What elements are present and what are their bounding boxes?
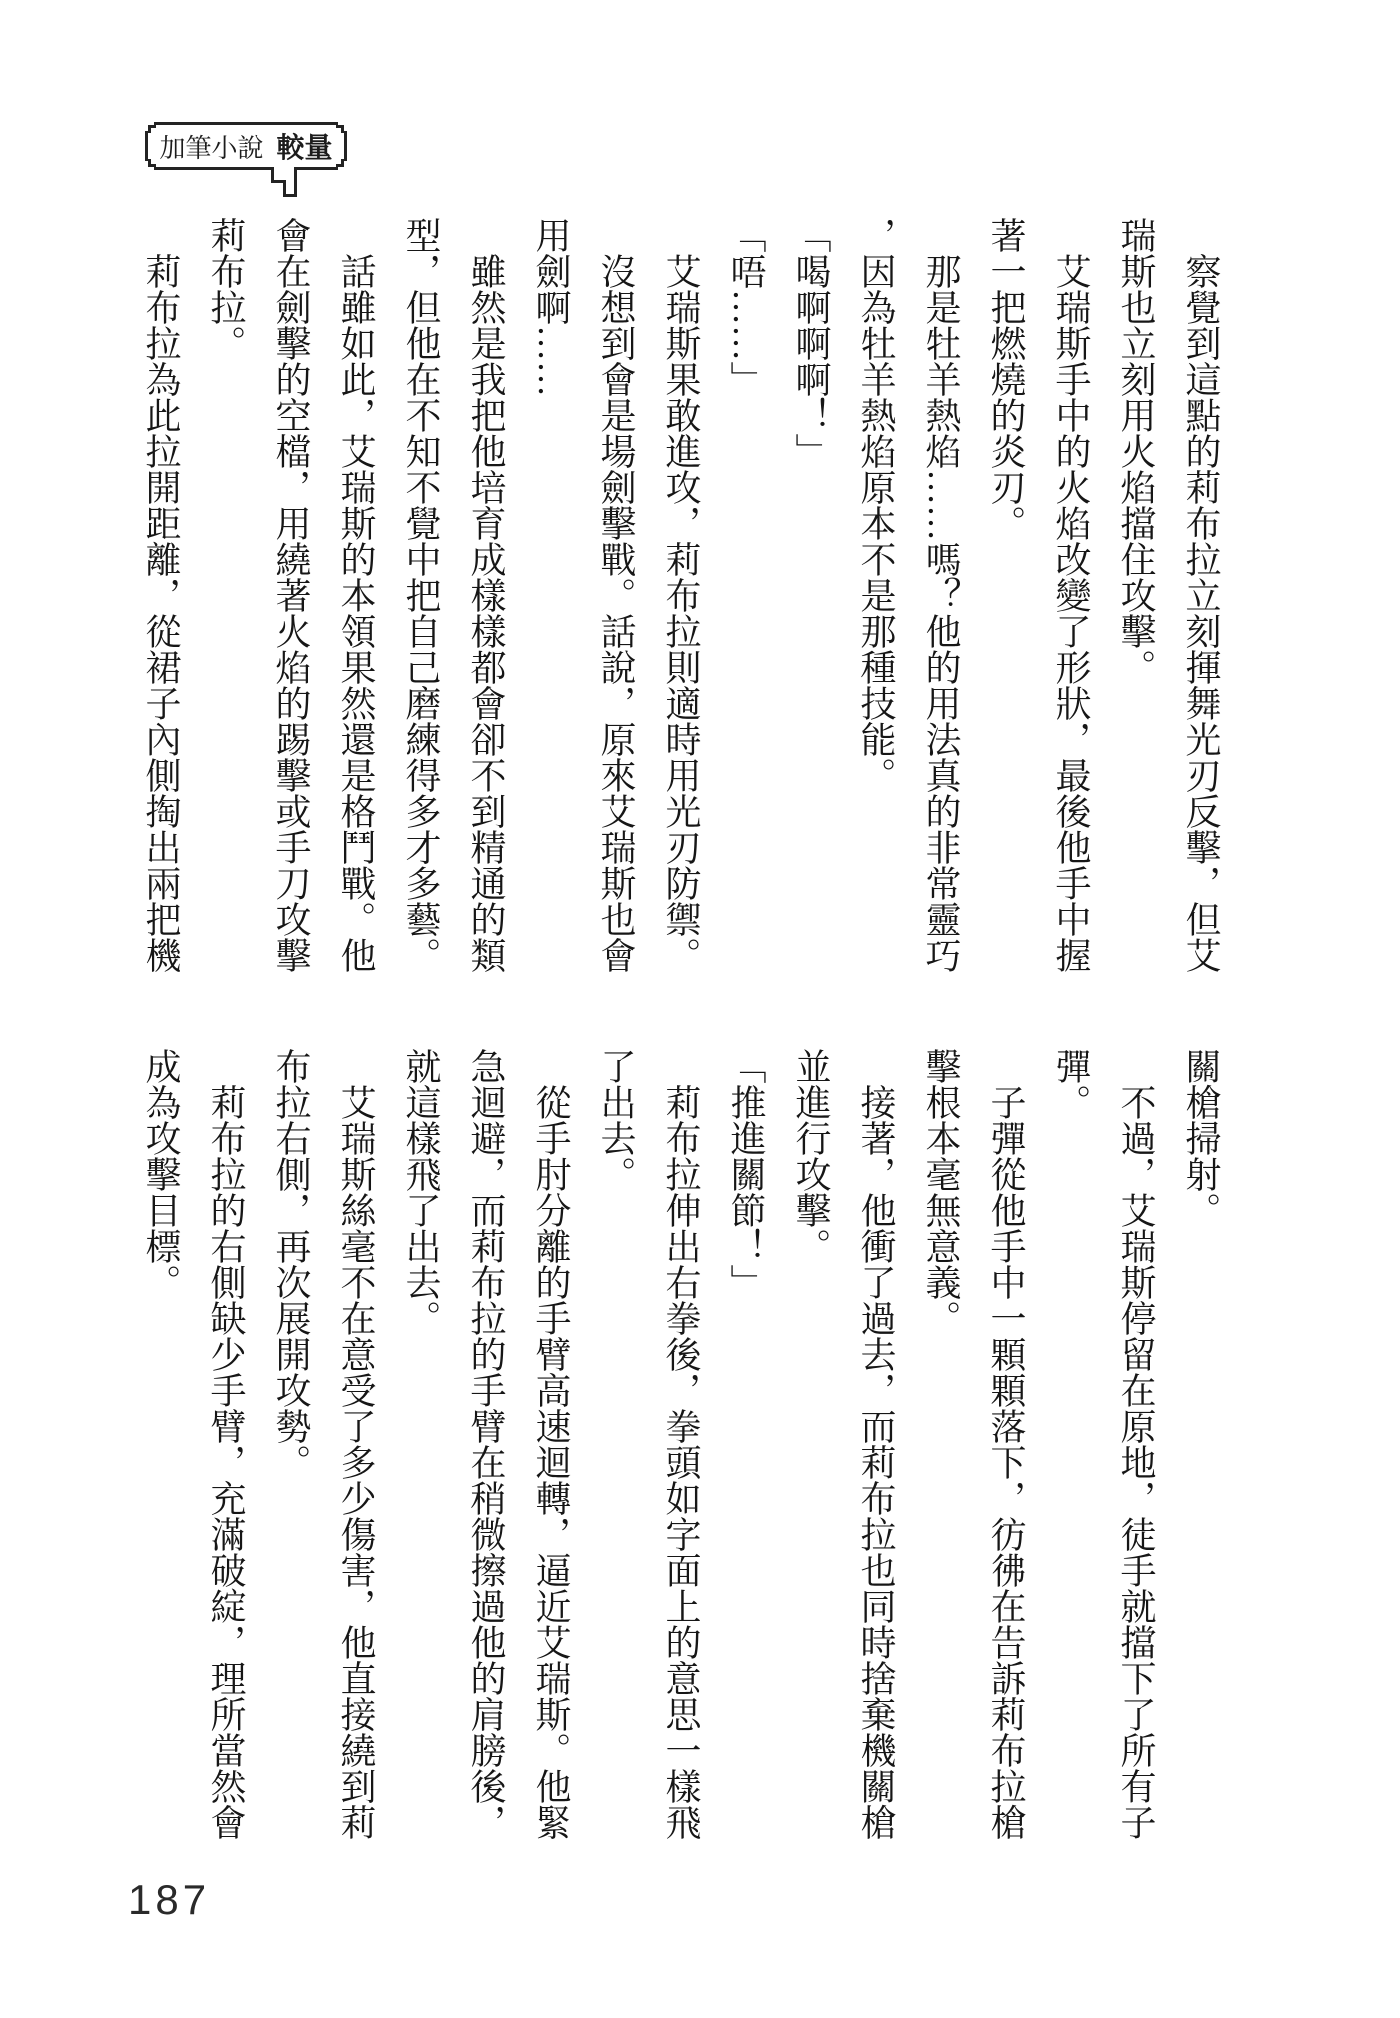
text-line: 型，但他在不知不覺中把自己磨練得多才多藝。 [401, 217, 441, 973]
text-line: 子彈從他手中一顆顆落下，彷彿在告訴莉布拉槍 [986, 1084, 1026, 1840]
text-line: 會在劍擊的空檔，用繞著火焰的踢擊或手刀攻擊 [271, 217, 311, 973]
text-line: 擊根本毫無意義。 [921, 1048, 961, 1336]
text-line: 沒想到會是場劍擊戰。話說，原來艾瑞斯也會 [596, 253, 636, 973]
text-line: 莉布拉的右側缺少手臂，充滿破綻，理所當然會 [206, 1084, 246, 1840]
text-line: 艾瑞斯果敢進攻，莉布拉則適時用光刃防禦。 [661, 253, 701, 973]
text-line: 成為攻擊目標。 [141, 1048, 181, 1300]
text-line: 雖然是我把他培育成樣樣都會卻不到精通的類 [466, 253, 506, 973]
text-line: 「推進關節！」 [726, 1048, 766, 1300]
text-line: 話雖如此，艾瑞斯的本領果然還是格鬥戰。他 [336, 253, 376, 973]
text-line: 察覺到這點的莉布拉立刻揮舞光刃反擊，但艾 [1181, 253, 1221, 973]
text-line: 急迴避，而莉布拉的手臂在稍微擦過他的肩膀後， [466, 1048, 506, 1840]
chapter-badge [145, 122, 347, 170]
series-label: 加筆小說 [159, 132, 264, 163]
page-number: 187 [128, 1876, 211, 1923]
text-line: 了出去。 [596, 1048, 636, 1192]
text-line: 就這樣飛了出去。 [401, 1048, 441, 1336]
text-line: 那是牡羊熱焰……嗎？他的用法真的非常靈巧 [921, 253, 961, 973]
text-line: 艾瑞斯手中的火焰改變了形狀，最後他手中握 [1051, 253, 1091, 973]
text-line: 莉布拉。 [206, 217, 246, 361]
chapter-title: 較量 [276, 132, 333, 163]
text-line: 艾瑞斯絲毫不在意受了多少傷害，他直接繞到莉 [336, 1084, 376, 1840]
text-line: 從手肘分離的手臂高速迴轉，逼近艾瑞斯。他緊 [531, 1084, 571, 1840]
text-line: 莉布拉伸出右拳後，拳頭如字面上的意思一樣飛 [661, 1084, 701, 1840]
text-line: 「喝啊啊啊！」 [791, 217, 831, 469]
text-line: 關槍掃射。 [1181, 1048, 1221, 1228]
text-line: 莉布拉為此拉開距離，從裙子內側掏出兩把機 [141, 253, 181, 973]
text-line: 瑞斯也立刻用火焰擋住攻擊。 [1116, 217, 1156, 685]
bottom-text-block [128, 1048, 1233, 1840]
text-line: 不過，艾瑞斯停留在原地，徒手就擋下了所有子 [1116, 1084, 1156, 1840]
text-line: 「唔……」 [726, 217, 766, 397]
text-line: 彈。 [1051, 1048, 1091, 1120]
text-line: ，因為牡羊熱焰原本不是那種技能。 [856, 217, 896, 793]
chapter-badge-label [145, 122, 347, 170]
text-line: 接著，他衝了過去，而莉布拉也同時捨棄機關槍 [856, 1084, 896, 1840]
text-line: 著一把燃燒的炎刃。 [986, 217, 1026, 541]
top-text-block [128, 217, 1233, 973]
text-line: 布拉右側，再次展開攻勢。 [271, 1048, 311, 1480]
text-line: 用劍啊…… [531, 217, 571, 397]
text-line: 並進行攻擊。 [791, 1048, 831, 1264]
